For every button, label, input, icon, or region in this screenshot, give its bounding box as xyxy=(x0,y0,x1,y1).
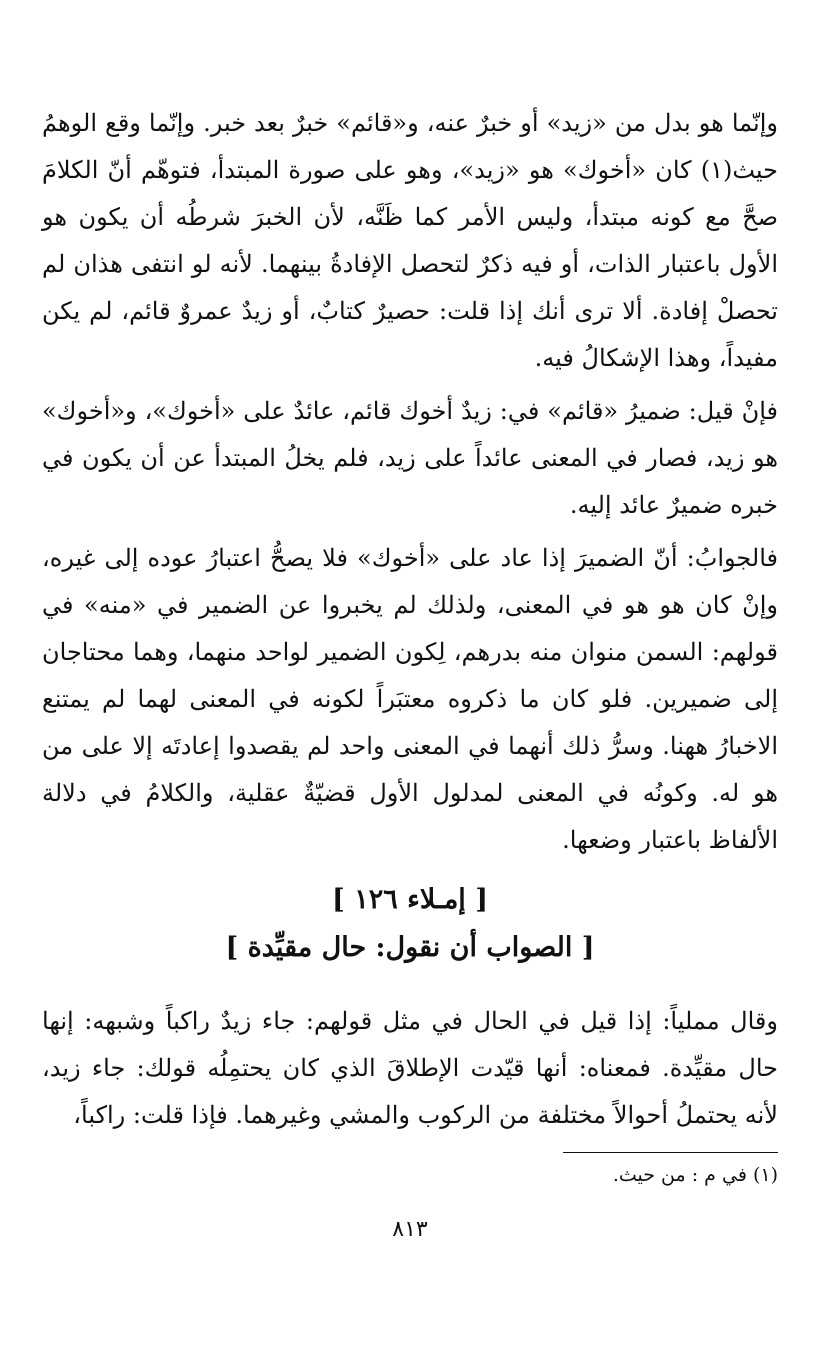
paragraph-3 xyxy=(42,535,778,864)
paragraph-1 xyxy=(42,100,778,382)
paragraph-2-text: فإنْ قيل: ضميرُ «قائم» في: زيدٌ أخوك قائم، عائدٌ على «أخوك»، و«أخوك» هو زيد، فصار في المعنى عائداً على زيد، فلم يخلُ المبتدأ عن أن يكون في خبره ضميرٌ عائد إليه. xyxy=(42,397,778,519)
footnote: (١) في م : من حيث. xyxy=(612,1164,778,1186)
paragraph-4 xyxy=(42,998,778,1139)
section-heading-title: [ الصواب أن نقول: حال مقيِّدة ] xyxy=(225,932,595,963)
paragraph-2 xyxy=(42,388,778,529)
section-heading-imla: [ إمـلاء ١٢٦ ] xyxy=(332,884,488,915)
page-number: ٨١٣ xyxy=(392,1217,428,1242)
paragraph-1-text: وإنّما هو بدل من «زيد» أو خبرٌ عنه، و«قائم» خبرٌ بعد خبر. وإنّما وقع الوهمُ حيث(١) كان «أخوك» هو «زيد»، وهو على صورة المبتدأ، فتوهّم أنّ الكلامَ صحَّ مع كونه مبتدأ، وليس الأمر كما ظَنَّه، لأن الخبرَ شرطُه أن يكون هو الأول باعتبار الذات، أو فيه ذكرٌ لتحصل الإفادةُ بينهما. لأنه لو انتفى هذان لم تحصلْ إفادة. ألا ترى أنك إذا قلت: حصيرٌ كتابٌ، أو زيدٌ عمروٌ قائم، لم يكن مفيداً، وهذا الإشكالُ فيه. xyxy=(42,109,778,372)
paragraph-4-text: وقال مملياً: إذا قيل في الحال في مثل قولهم: جاء زيدٌ راكباً وشبهه: إنها حال مقيِّدة. فمعناه: أنها قيّدت الإطلاقَ الذي كان يحتمِلُه قولك: جاء زيد، لأنه يحتملُ أحوالاً مختلفة من الركوب والمشي وغيرهما. فإذا قلت: راكباً، xyxy=(42,1007,778,1129)
paragraph-3-text: فالجوابُ: أنّ الضميرَ إذا عاد على «أخوك» فلا يصحُّ اعتبارُ عوده إلى غيره، وإنْ كان هو هو في المعنى، ولذلك لم يخبروا عن الضمير في «منه» في قولهم: السمن منوان منه بدرهم، لِكون الضمير لواحد منهما، وهما محتاجان إلى ضميرين. فلو كان ما ذكروه معتبَراً لكونه في المعنى لهما لم يمتنع الاخبارُ ههنا. وسرُّ ذلك أنهما في المعنى واحد لم يقصدوا إعادتَه إلا على من هو له. وكونُه في المعنى لمدلول الأول قضيّةٌ عقلية، والكلامُ في دلالة الألفاظ باعتبار وضعها. xyxy=(42,544,778,854)
footnote-divider xyxy=(563,1152,778,1153)
